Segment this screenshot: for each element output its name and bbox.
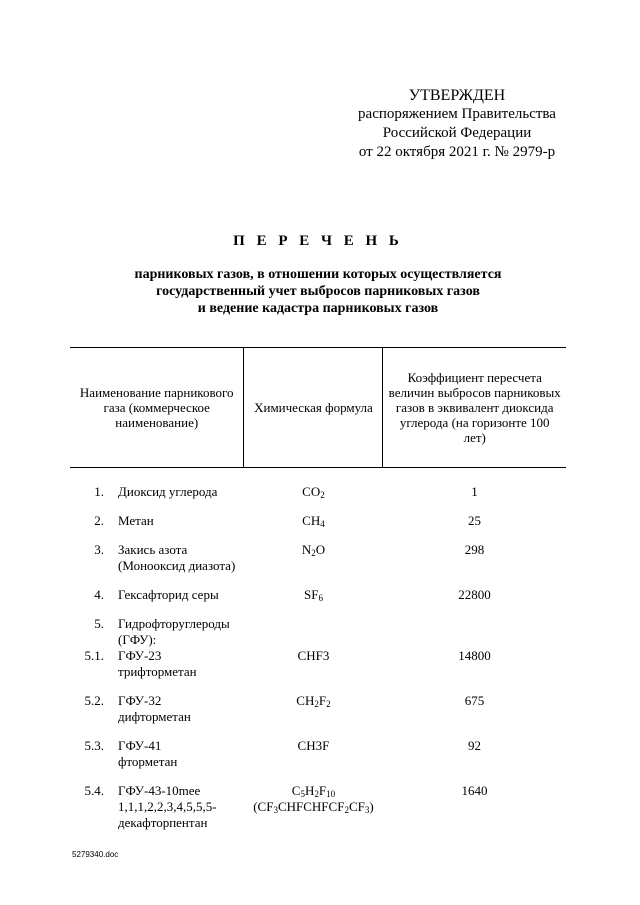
header-coefficient: Коэффициент пересчета величин выбросов парниковых газов в эквивалент диоксида углерода (на горизонте 100 лет) [383,348,566,468]
row-number: 5.1. [84,648,104,663]
approval-line: Российской Федерации [382,125,532,141]
table-row [70,542,566,587]
table-row [70,693,566,738]
row-number: 4. [94,587,104,602]
file-name-footer: 5279340.doc [72,850,119,859]
table-row [70,513,566,542]
gas-name: Закись азота (Монооксид диазота) [118,542,236,573]
gas-name: ГФУ-41 фторметан [118,738,178,769]
gas-name: Гидрофторуглероды (ГФУ): [118,616,230,647]
coefficient: 298 [464,542,485,557]
coefficient: 22800 [458,587,491,602]
row-number: 5. [94,616,104,631]
chemical-formula: CH3F [297,738,330,753]
table-row [70,648,566,693]
approval-title: УТВЕРЖДЕН [408,87,506,104]
gas-table [70,347,566,831]
row-number: 2. [94,513,104,528]
table-row [70,484,566,513]
coefficient [383,616,566,648]
row-number: 5.2. [84,693,104,708]
table-row [70,616,566,648]
chemical-formula: $N_2O$ [301,542,326,558]
coefficient: 1640 [461,783,488,798]
gas-name: Гексафторид серы [118,587,219,602]
document-subtitle-line: государственный учет выбросов парниковых газов [156,284,480,299]
row-number: 3. [94,542,104,557]
table-row [70,587,566,616]
header-formula: Химическая формула [244,348,383,468]
gas-name: ГФУ-32 дифторметан [118,693,191,724]
chemical-formula: CHF3 [297,648,330,663]
coefficient: 675 [464,693,485,708]
document-title: П Е Р Е Ч Е Н Ь [233,233,403,249]
chemical-formula: $CH_2F_2$ [296,693,331,709]
document-subtitle-line: парниковых газов, в отношении которых осуществляется [134,267,502,282]
approval-date-line: от 22 октября 2021 г. № 2979-р [358,144,556,160]
coefficient: 14800 [458,648,491,663]
chemical-formula: $C_5H_2F_{10}$ $(CF_3CHFCHFCF_2CF_3)$ [253,783,374,815]
row-number: 1. [94,484,104,499]
row-number: 5.3. [84,738,104,753]
chemical-formula: $CO_2$ [302,484,325,500]
approval-line: распоряжением Правительства [358,106,556,122]
header-name: Наименование парникового газа (коммерческое наименование) [70,348,244,468]
approval-block [340,86,574,162]
document-heading [70,233,566,317]
table-row [70,783,566,831]
coefficient: 25 [467,513,481,528]
table-row [70,738,566,783]
coefficient: 1 [471,484,478,499]
gas-name: Диоксид углерода [118,484,218,499]
gas-name: Метан [118,513,154,528]
gas-name: ГФУ-23 трифторметан [118,648,197,679]
table-header-row [70,348,566,468]
coefficient: 92 [467,738,481,753]
chemical-formula: $SF_6$ [303,587,323,603]
chemical-formula: $CH_4$ [302,513,325,529]
chemical-formula [244,616,383,648]
row-number: 5.4. [84,783,104,798]
gas-name: ГФУ-43-10mee 1,1,1,2,2,3,4,5,5,5-декафторпентан [118,783,217,830]
document-subtitle-line: и ведение кадастра парниковых газов [197,301,439,316]
